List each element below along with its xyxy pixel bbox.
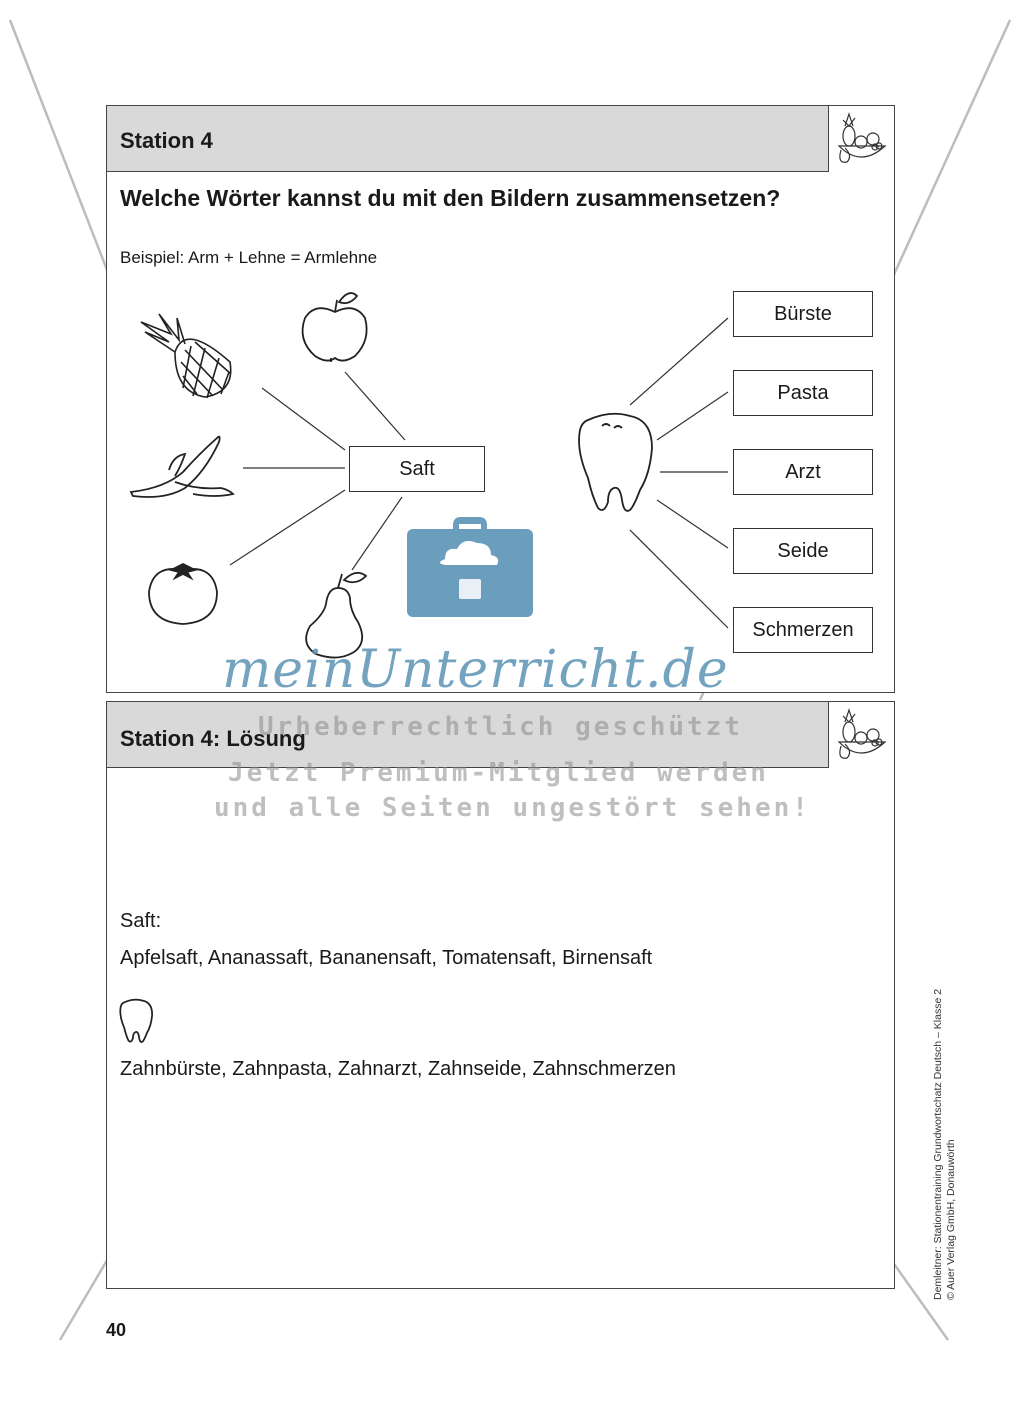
publisher-credit xyxy=(932,989,958,1300)
tooth-icon xyxy=(570,410,660,520)
word-box-arzt: Arzt xyxy=(733,449,873,495)
credit-line-1: Demleitner: Stationentraining Grundwortschatz Deutsch – Klasse 2 xyxy=(932,988,944,1300)
station-title: Station 4 xyxy=(120,128,213,153)
tooth-icon xyxy=(116,998,156,1046)
solution-saft-label: Saft: xyxy=(120,910,162,932)
center-word-box: Saft xyxy=(349,446,485,492)
word-box-buerste: Bürste xyxy=(733,291,873,337)
apple-icon xyxy=(295,290,375,370)
watermark-line-2: Jetzt Premium-Mitglied werden xyxy=(228,758,769,788)
solution-zahn-words: Zahnbürste, Zahnpasta, Zahnarzt, Zahnseide, Zahnschmerzen xyxy=(120,1058,676,1080)
station-example: Beispiel: Arm + Lehne = Armlehne xyxy=(120,248,378,267)
credit-line-2: © Auer Verlag GmbH, Donauwörth xyxy=(945,1139,957,1300)
word-box-pasta: Pasta xyxy=(733,370,873,416)
station-question: Welche Wörter kannst du mit den Bildern zusammensetzen? xyxy=(120,185,781,211)
briefcase-cloud-logo xyxy=(405,513,535,619)
pineapple-icon xyxy=(135,312,245,402)
page-number: 40 xyxy=(106,1320,127,1340)
banana-icon xyxy=(125,432,240,502)
solution-saft-words: Apfelsaft, Ananassaft, Bananensaft, Tomatensaft, Birnensaft xyxy=(120,947,653,969)
word-box-schmerzen: Schmerzen xyxy=(733,607,873,653)
solution-title: Station 4: Lösung xyxy=(120,726,306,751)
watermark-line-3: und alle Seiten ungestört sehen! xyxy=(214,793,811,823)
word-box-seide: Seide xyxy=(733,528,873,574)
tomato-icon xyxy=(143,560,223,630)
watermark-line-1: Urheberrechtlich geschützt xyxy=(258,712,743,742)
watermark-brand: meinUnterricht.de xyxy=(222,640,729,700)
